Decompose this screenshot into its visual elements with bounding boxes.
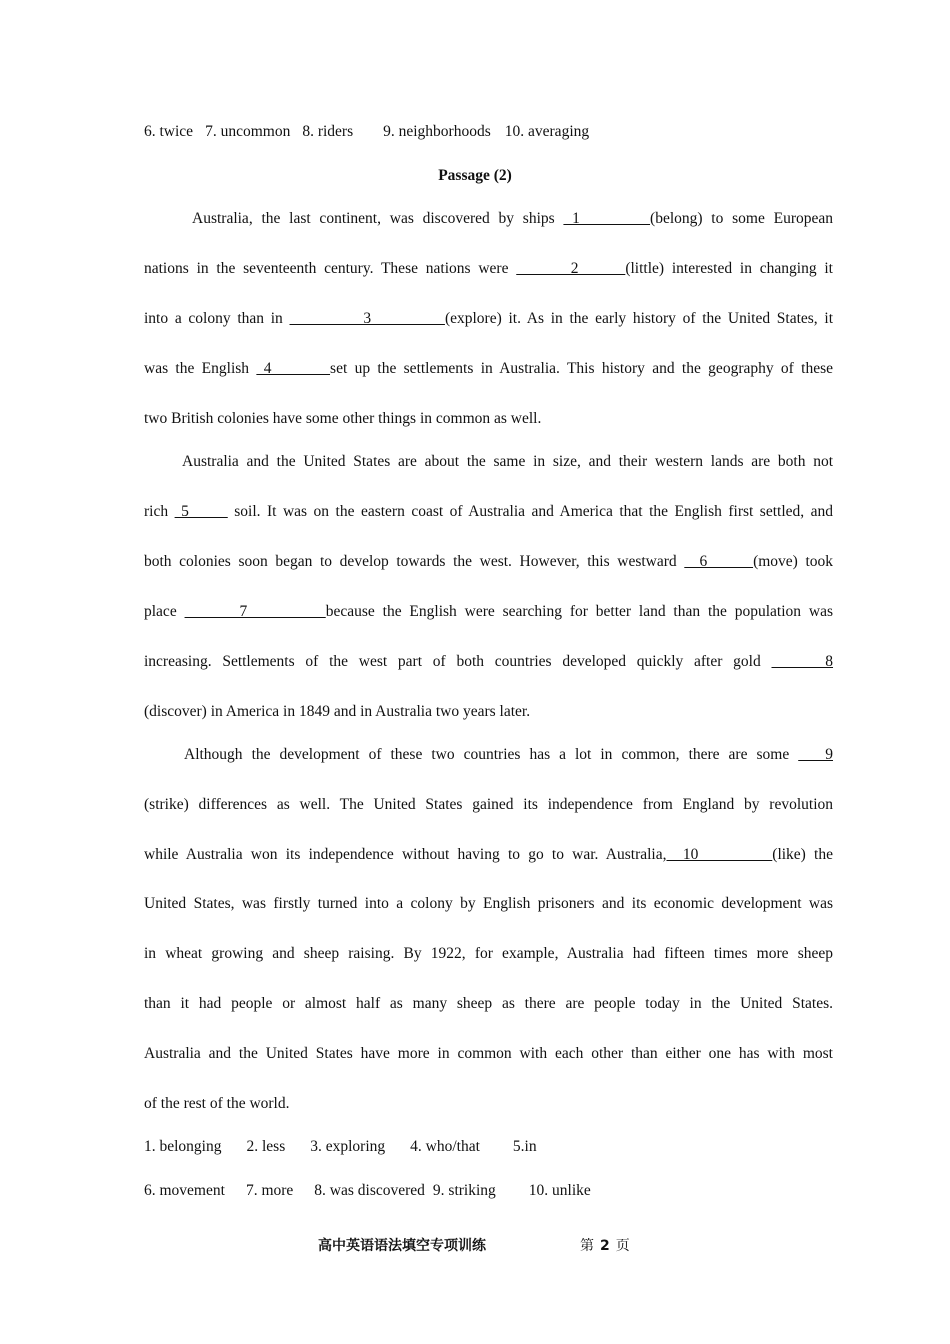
blank-10[interactable]: 10	[666, 846, 773, 863]
paragraph-3-line-1: Although the development of these two countries has a lot in common, there are some 9	[184, 746, 833, 763]
paragraph-2-line-2: rich 5 soil. It was on the eastern coast of Australia and America that the English first settled, and	[144, 503, 833, 520]
blank-6[interactable]: 6	[684, 553, 754, 570]
paragraph-1-line-2: nations in the seventeenth century. These nations were 2 (little) interested in changing it	[144, 260, 833, 277]
answer-7: 7. uncommon	[205, 123, 291, 140]
blank-1[interactable]: 1	[563, 210, 651, 227]
paragraph-3-line-4: United States, was firstly turned into a colony by English prisoners and its economic development was	[144, 895, 833, 912]
paragraph-1-line-3: into a colony than in 3 (explore) it. As in the early history of the United States, it	[144, 310, 834, 327]
blank-7[interactable]: 7	[184, 603, 326, 620]
paragraph-1-line-1: Australia, the last continent, was discovered by ships 1 (belong) to some European	[192, 210, 833, 227]
answer-4: 4. who/that	[410, 1138, 480, 1155]
paragraph-3-line-8: of the rest of the world.	[144, 1095, 290, 1112]
answer-1: 1. belonging	[144, 1138, 222, 1155]
answer-5: 5.in	[512, 1138, 537, 1155]
paragraph-2-line-5: increasing. Settlements of the west part of both countries developed quickly after gold 8	[144, 653, 834, 670]
paragraph-3-line-5: in wheat growing and sheep raising. By 1922, for example, Australia had fifteen times more sheep	[144, 945, 833, 962]
blank-4[interactable]: 4	[256, 360, 331, 377]
answer-10: 10. unlike	[528, 1182, 591, 1199]
previous-answers	[144, 122, 833, 142]
answers-row-2	[144, 1181, 833, 1201]
paragraph-2-line-3: both colonies soon began to develop towards the west. However, this westward 6 (move) took	[144, 553, 834, 570]
paragraph-3-line-2: (strike) differences as well. The United States gained its independence from England by revolution	[144, 796, 833, 813]
answer-2: 2. less	[246, 1138, 286, 1155]
paragraph-3-line-6: than it had people or almost half as many sheep as there are people today in the United States.	[144, 995, 833, 1012]
paragraph-2-line-1: Australia and the United States are about the same in size, and their western lands are both not	[182, 453, 833, 470]
answer-6: 6. movement	[144, 1182, 225, 1199]
answer-10: 10. averaging	[504, 123, 590, 140]
blank-8[interactable]: 8	[771, 653, 834, 670]
paragraph-2-line-6: (discover) in America in 1849 and in Australia two years later.	[144, 703, 531, 720]
answer-9: 9. striking	[432, 1182, 496, 1199]
answers-row-1	[144, 1137, 833, 1157]
footer-title: 高中英语语法填空专项训练	[318, 1238, 486, 1254]
paragraph-2-line-4: place 7 because the English were searching for better land than the population was	[144, 603, 833, 620]
paragraph-3-line-7: Australia and the United States have more in common with each other than either one has with most	[144, 1045, 833, 1062]
paragraph-1-line-5: two British colonies have some other things in common as well.	[144, 410, 542, 427]
paragraph-3-line-3: while Australia won its independence without having to go to war. Australia, 10 (like) the	[144, 846, 833, 863]
answer-3: 3. exploring	[310, 1138, 386, 1155]
answer-6: 6. twice	[144, 123, 194, 140]
paragraph-1-line-4: was the English 4 set up the settlements in Australia. This history and the geography of these	[144, 360, 834, 377]
answer-9: 9. neighborhoods	[383, 123, 491, 140]
blank-2[interactable]: 2	[516, 260, 626, 277]
footer-page-number: 第 2 页	[580, 1238, 630, 1254]
blank-5[interactable]: 5	[174, 503, 228, 520]
answer-7: 7. more	[245, 1182, 294, 1199]
answer-8: 8. was discovered	[314, 1182, 425, 1199]
blank-3[interactable]: 3	[289, 310, 445, 327]
answer-8: 8. riders	[302, 123, 354, 140]
passage-title: Passage (2)	[438, 167, 512, 184]
blank-9[interactable]: 9	[798, 746, 833, 763]
